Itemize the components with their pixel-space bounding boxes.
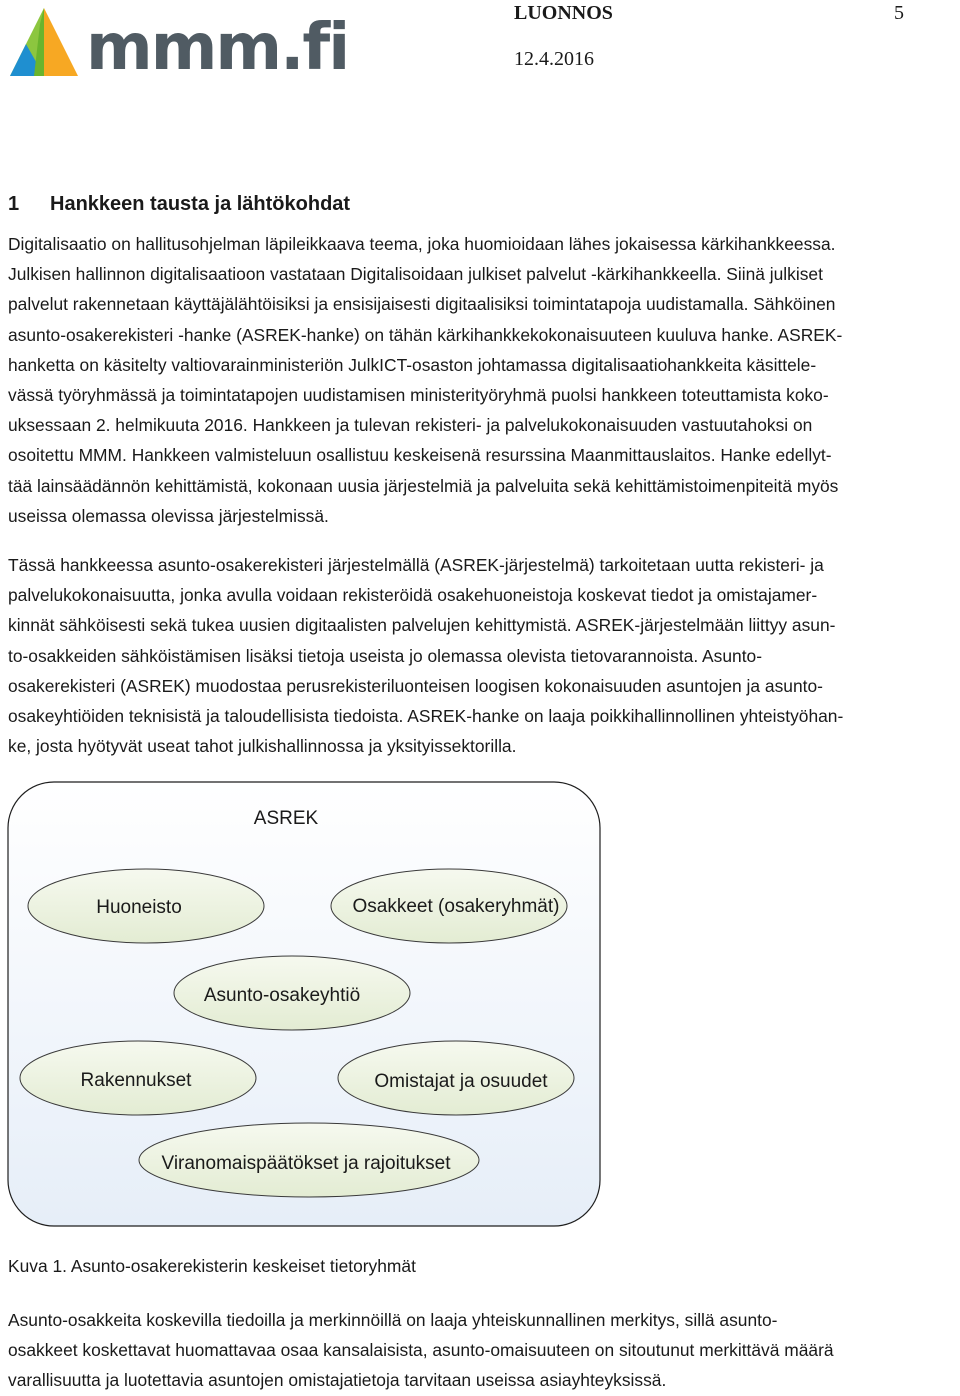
paragraph-significance <box>8 1305 958 1396</box>
text-line: useissa olemassa olevissa järjestelmissä. <box>8 505 329 526</box>
diagram-title: ASREK <box>253 808 319 829</box>
text-line: palvelukokonaisuutta, jonka avulla voidaan rekisteröidä osakehuoneistoja koskevat tiedot ja omistajamer- <box>8 585 818 606</box>
text-line: osoitettu MMM. Hankkeen valmisteluun osallistuu keskeisenä resurssina Maanmittauslaitos. Hanke edellyt- <box>8 445 832 466</box>
section-title: Hankkeen tausta ja lähtökohdat <box>50 193 351 215</box>
logo-triangle-icon <box>4 4 84 80</box>
text-line: Asunto-osakkeita koskevilla tiedoilla ja merkinnöillä on laaja yhteiskunnallinen merkitys, sillä asunto- <box>8 1310 778 1330</box>
mmm-logo <box>4 4 349 85</box>
paragraph-background <box>8 229 958 531</box>
text-line: ke, josta hyötyvät useat tahot julkishallinnossa ja yksityissektorilla. <box>8 736 517 757</box>
text-line: vässä työryhmässä ja toimintatapojen uudistamisen ministerityöryhmä puolsi hankkeen toteuttamista koko- <box>8 385 829 406</box>
node-label: Omistajat ja osuudet <box>374 1071 548 1092</box>
page-number: 5 <box>894 2 904 24</box>
draft-label: LUONNOS <box>514 2 613 24</box>
section-number: 1 <box>8 193 20 215</box>
node-osakkeet <box>331 869 567 943</box>
logo-wordmark: mmm.fi <box>86 11 349 85</box>
text-line: uksessaan 2. helmikuuta 2016. Hankkeen ja tulevan rekisteri- ja palvelukokonaisuuden vastuutahoksi on <box>8 415 813 436</box>
asrek-diagram <box>6 780 602 1228</box>
text-line: to-osakkeiden sähköistämisen lisäksi tietoja useista jo olemassa olevista tietovarannoista. Asunto- <box>8 645 762 666</box>
text-line: Julkisen hallinnon digitalisaatioon vastataan Digitalisoidaan julkiset palvelut -kärkihankkeella. Siinä julkiset <box>8 264 823 285</box>
figure-caption: Kuva 1. Asunto-osakerekisterin keskeiset tietoryhmät <box>8 1256 416 1276</box>
paragraph-asrek-system <box>8 550 958 761</box>
text-line: osakerekisteri (ASREK) muodostaa perusrekisteriluonteisen loogisen kokonaisuuden asuntojen ja asunto- <box>8 675 823 696</box>
text-line: osakkeet koskettavat huomattavaa osaa kansalaisista, asunto-omaisuuteen on sitoutunut merkittävä määrä <box>8 1340 834 1361</box>
node-rakennukset <box>20 1041 256 1115</box>
text-line: asunto-osakerekisteri -hanke (ASREK-hanke) on tähän kärkihankkekokonaisuuteen kuuluva hanke. ASREK- <box>8 324 843 345</box>
text-line: osakeyhtiöiden teknisistä ja taloudellisista tiedoista. ASREK-hanke on laaja poikkihallinnollinen yhteistyöhan- <box>8 706 844 727</box>
text-line: Tässä hankkeessa asunto-osakerekisteri järjestelmällä (ASREK-järjestelmä) tarkoitetaan uutta rekisteri- ja <box>8 555 824 575</box>
node-huoneisto <box>28 869 264 943</box>
text-line: Digitalisaatio on hallitusohjelman läpileikkaava teema, joka huomioidaan lähes jokaisessa kärkihankkeessa. <box>8 234 836 254</box>
node-label: Huoneisto <box>96 897 182 918</box>
node-label: Viranomaispäätökset ja rajoitukset <box>161 1153 451 1174</box>
node-asunto-osakeyhtio <box>174 956 410 1030</box>
node-viranomaispaatokset <box>139 1123 479 1197</box>
node-label: Asunto-osakeyhtiö <box>203 985 361 1006</box>
node-label: Osakkeet (osakeryhmät) <box>352 896 560 917</box>
text-line: varallisuutta ja luotettavia asuntojen omistajatietoja tarvitaan useissa asiayhteyksissä. <box>8 1370 667 1391</box>
text-line: tää lainsäädännön kehittämistä, kokonaan uusia järjestelmiä ja palveluita sekä kehittämistoimenpiteitä myös <box>8 475 839 496</box>
text-line: palvelut rakennetaan käyttäjälähtöisiksi ja ensisijaisesti digitaalisiksi toimintatapoja uudistamalla. Sähköinen <box>8 294 836 315</box>
document-date: 12.4.2016 <box>514 48 594 70</box>
section-heading <box>8 190 350 218</box>
text-line: hanketta on käsitelty valtiovarainministeriön JulkICT-osaston johtamassa digitalisaatiohankkeita käsittele- <box>8 354 817 375</box>
node-omistajat <box>338 1041 574 1115</box>
node-label: Rakennukset <box>80 1070 192 1091</box>
text-line: kinnät sähköisesti sekä tukea uusien digitaalisten palvelujen kehittymistä. ASREK-järjestelmään liittyy asun- <box>8 615 836 636</box>
